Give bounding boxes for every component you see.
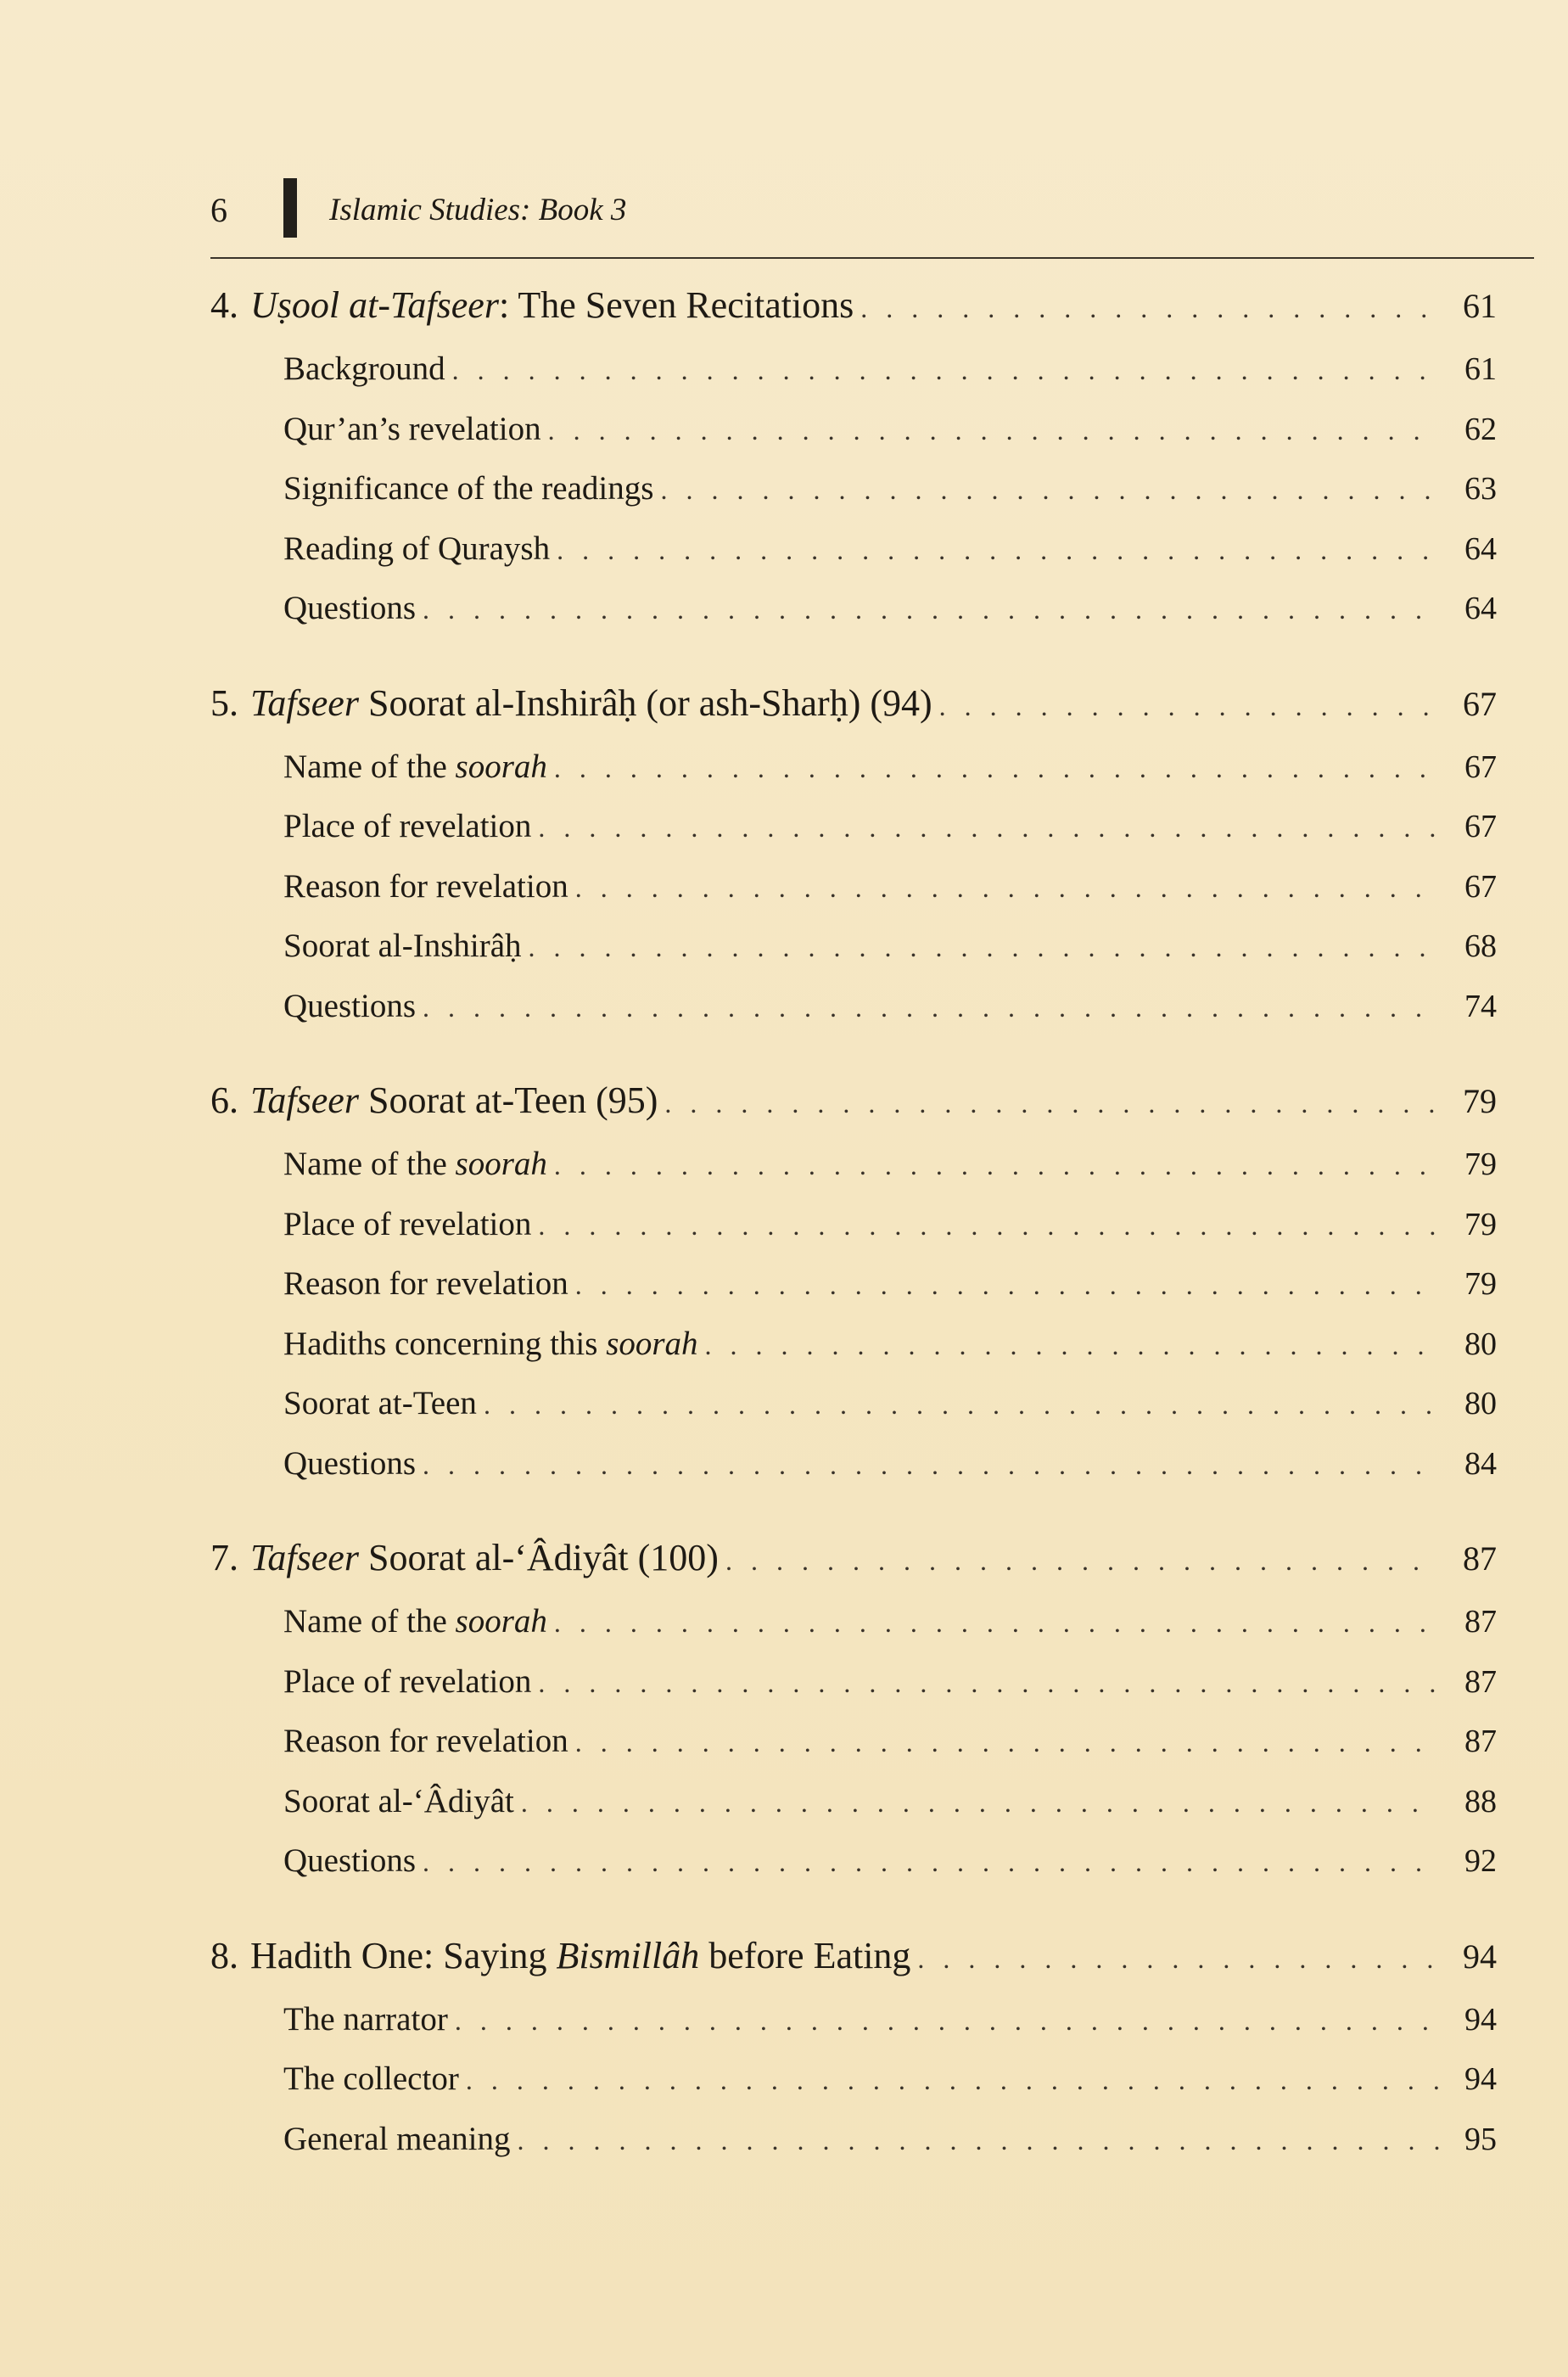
toc-item-page: 88 <box>1464 1783 1497 1819</box>
toc-item-label: Name of the soorah <box>283 1146 547 1182</box>
toc-item-label: Reading of Quraysh <box>283 530 551 567</box>
chapter-entry[interactable] <box>210 670 1497 737</box>
toc-item-label: The collector <box>283 2060 459 2097</box>
toc-item-page: 67 <box>1464 868 1497 905</box>
toc-section-5 <box>210 670 1497 1037</box>
toc-item-page: 84 <box>1464 1445 1497 1482</box>
chapter-number: 4. <box>210 284 238 326</box>
toc-item-page: 79 <box>1464 1206 1497 1242</box>
toc-item[interactable] <box>210 1592 1497 1652</box>
toc-item-page: 80 <box>1464 1326 1497 1362</box>
dot-leader <box>538 1653 1439 1713</box>
dot-leader <box>538 798 1439 858</box>
toc-item-page: 67 <box>1464 748 1497 785</box>
dot-leader <box>466 2050 1439 2111</box>
toc-item-page: 67 <box>1464 809 1497 844</box>
dot-leader <box>554 1593 1439 1653</box>
toc-item[interactable] <box>210 400 1497 460</box>
toc-item[interactable] <box>210 1315 1497 1375</box>
toc-item[interactable] <box>210 977 1497 1037</box>
toc-item[interactable] <box>210 1254 1497 1315</box>
chapter-title: Tafseer Soorat at-Teen (95) <box>250 1079 658 1121</box>
dot-leader <box>538 1196 1439 1256</box>
toc-item-label: Soorat at-Teen <box>283 1385 477 1421</box>
toc-item-page: 68 <box>1464 928 1497 964</box>
toc-item-label: Questions <box>283 1842 416 1879</box>
toc-item-label: Reason for revelation <box>283 867 568 905</box>
dot-leader <box>554 738 1439 799</box>
chapter-number: 8. <box>210 1934 238 1976</box>
dot-leader <box>423 978 1439 1038</box>
toc-item[interactable] <box>210 1990 1497 2050</box>
dot-leader <box>423 580 1439 640</box>
toc-item-label: Place of revelation <box>283 808 532 844</box>
toc-item[interactable] <box>210 1434 1497 1494</box>
table-of-contents <box>210 272 1497 2200</box>
toc-item-label: Name of the soorah <box>283 1603 547 1640</box>
dot-leader <box>575 1255 1439 1315</box>
toc-item[interactable] <box>210 459 1497 519</box>
dot-leader <box>529 917 1439 978</box>
toc-item-page: 64 <box>1464 530 1497 567</box>
chapter-number: 5. <box>210 681 238 724</box>
toc-item-page: 62 <box>1464 411 1497 447</box>
toc-item-page: 79 <box>1464 1146 1497 1182</box>
dot-leader <box>575 858 1439 918</box>
toc-item[interactable] <box>210 339 1497 400</box>
toc-item-page: 63 <box>1464 471 1497 507</box>
dot-leader <box>557 520 1439 580</box>
dot-leader <box>423 1435 1439 1495</box>
toc-item[interactable] <box>210 1195 1497 1255</box>
chapter-page: 61 <box>1463 287 1497 325</box>
chapter-page: 87 <box>1463 1539 1497 1578</box>
toc-item-page: 94 <box>1464 2001 1497 2038</box>
toc-item-page: 80 <box>1464 1386 1497 1421</box>
toc-section-7 <box>210 1524 1497 1892</box>
toc-item-page: 61 <box>1464 351 1497 387</box>
toc-item[interactable] <box>210 2049 1497 2110</box>
dot-leader <box>725 1527 1439 1595</box>
toc-item[interactable] <box>210 1712 1497 1772</box>
dot-leader <box>660 460 1439 520</box>
dot-leader <box>860 274 1439 342</box>
toc-item[interactable] <box>210 917 1497 977</box>
toc-item[interactable] <box>210 1772 1497 1832</box>
chapter-number: 6. <box>210 1079 238 1121</box>
chapter-number: 7. <box>210 1537 238 1578</box>
toc-item-page: 79 <box>1464 1266 1497 1302</box>
toc-item-label: Reason for revelation <box>283 1265 568 1302</box>
toc-item-label: Name of the soorah <box>283 748 547 785</box>
toc-item-label: Hadiths concerning this soorah <box>283 1325 698 1362</box>
dot-leader <box>423 1832 1439 1892</box>
toc-item-label: Qur’an’s revelation <box>283 410 541 447</box>
toc-item[interactable] <box>210 1374 1497 1434</box>
chapter-page: 79 <box>1463 1082 1497 1120</box>
toc-item[interactable] <box>210 737 1497 798</box>
toc-section-4 <box>210 272 1497 639</box>
toc-item[interactable] <box>210 797 1497 857</box>
toc-item-page: 74 <box>1464 988 1497 1024</box>
toc-item-label: Soorat al-Inshirâḥ <box>283 928 522 964</box>
page-header <box>210 178 1534 238</box>
toc-item[interactable] <box>210 2110 1497 2170</box>
chapter-title: Hadith One: Saying Bismillâh before Eating <box>250 1934 911 1976</box>
toc-item-page: 87 <box>1464 1663 1497 1700</box>
header-bar-decoration <box>283 178 297 238</box>
toc-item[interactable] <box>210 1135 1497 1195</box>
toc-item-label: Questions <box>283 590 416 626</box>
chapter-entry[interactable] <box>210 272 1497 339</box>
dot-leader <box>554 1135 1439 1196</box>
header-rule <box>210 257 1534 259</box>
dot-leader <box>664 1069 1439 1137</box>
toc-section-8 <box>210 1922 1497 2170</box>
dot-leader <box>484 1375 1439 1435</box>
toc-item-page: 94 <box>1464 2061 1497 2097</box>
toc-item-page: 87 <box>1464 1604 1497 1640</box>
toc-item[interactable] <box>210 857 1497 917</box>
toc-item-label: Background <box>283 350 445 387</box>
chapter-entry[interactable] <box>210 1922 1497 1990</box>
toc-item-page: 92 <box>1464 1843 1497 1879</box>
toc-item[interactable] <box>210 1652 1497 1713</box>
dot-leader <box>939 672 1439 740</box>
toc-item[interactable] <box>210 1831 1497 1892</box>
toc-item-label: Reason for revelation <box>283 1723 568 1759</box>
dot-leader <box>917 1925 1439 1993</box>
dot-leader <box>455 1991 1439 2051</box>
page-number: 6 <box>210 191 227 229</box>
toc-item-label: Soorat al-‘Âdiyât <box>283 1782 514 1819</box>
toc-item-label: Place of revelation <box>283 1205 532 1242</box>
dot-leader <box>548 401 1439 461</box>
toc-section-6 <box>210 1067 1497 1494</box>
toc-item-label: General meaning <box>283 2120 511 2157</box>
chapter-page: 67 <box>1463 684 1497 723</box>
chapter-title: Tafseer Soorat al-‘Âdiyât (100) <box>250 1537 719 1578</box>
chapter-entry[interactable] <box>210 1067 1497 1135</box>
toc-item-label: Questions <box>283 987 416 1024</box>
toc-item-label: Significance of the readings <box>283 470 654 507</box>
chapter-title: Tafseer Soorat al-Inshirâḥ (or ash-Sharḥ) (94) <box>250 681 932 724</box>
toc-item[interactable] <box>210 579 1497 639</box>
toc-item[interactable] <box>210 519 1497 580</box>
toc-item-page: 64 <box>1464 591 1497 626</box>
toc-item-page: 95 <box>1464 2121 1497 2157</box>
book-title: Islamic Studies: Book 3 <box>329 193 627 227</box>
dot-leader <box>452 340 1439 401</box>
dot-leader <box>521 1773 1439 1833</box>
chapter-entry[interactable] <box>210 1524 1497 1592</box>
chapter-page: 94 <box>1463 1937 1497 1976</box>
toc-item-label: Place of revelation <box>283 1662 532 1700</box>
chapter-title: Uṣool at-Tafseer: The Seven Recitations <box>250 284 854 326</box>
toc-item-page: 87 <box>1464 1724 1497 1759</box>
dot-leader <box>575 1713 1439 1773</box>
dot-leader <box>705 1315 1439 1376</box>
dot-leader <box>517 2111 1439 2171</box>
toc-item-label: Questions <box>283 1444 416 1482</box>
toc-item-label: The narrator <box>283 2000 448 2038</box>
